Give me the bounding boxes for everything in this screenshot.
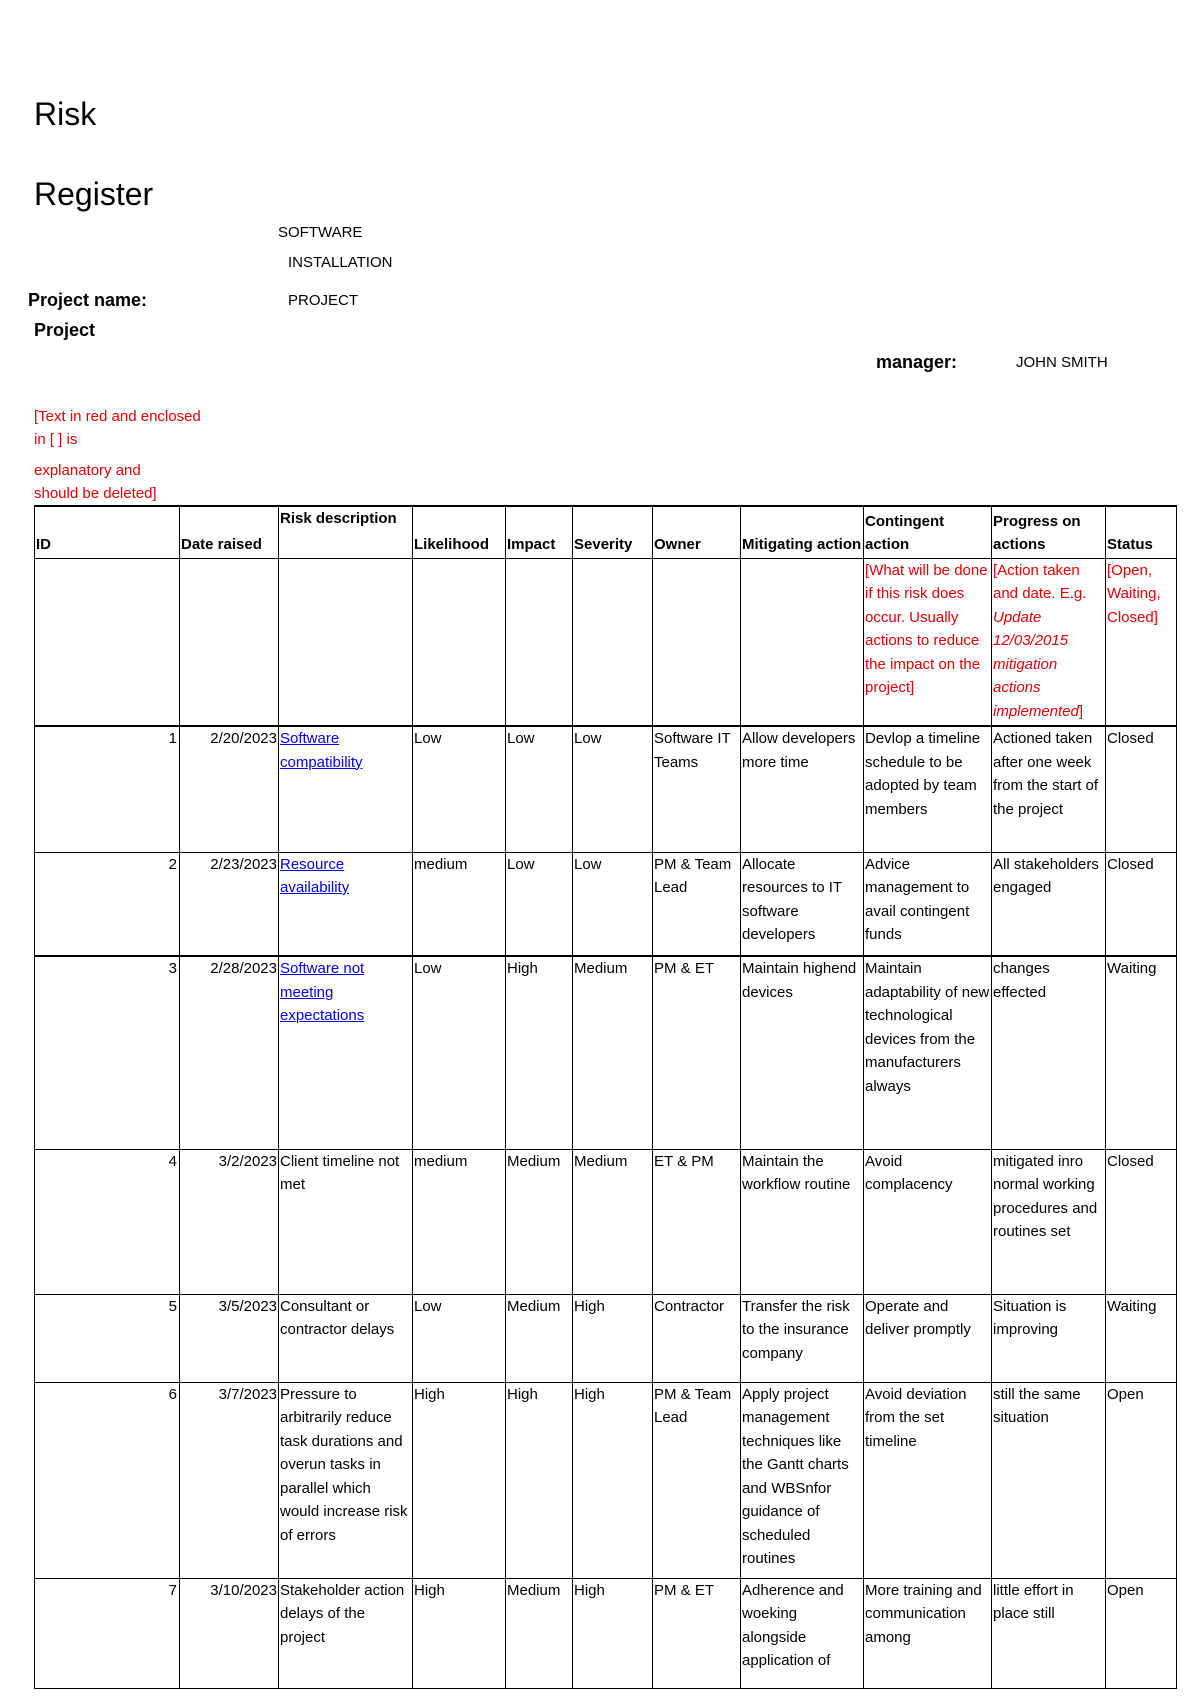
guidance-note-line4: should be deleted] [34,485,157,502]
impact-cell: Low [506,726,573,852]
page-title-line1: Risk [34,96,97,132]
severity-cell: Low [573,726,653,852]
owner-cell: PM & ET [653,1578,741,1688]
impact-cell: Medium [506,1578,573,1688]
risk-description-link[interactable]: Software not meeting expectations [280,960,365,1024]
likelihood-cell: Low [413,726,506,852]
severity-cell: High [573,1294,653,1382]
project-manager-label-line1: Project [34,320,96,340]
impact-cell: Low [506,852,573,956]
status-cell: Waiting [1106,956,1177,1149]
likelihood-cell: medium [413,852,506,956]
guidance-row [35,558,1177,726]
col-header-date: Date raised [180,506,279,558]
owner-cell: Contractor [653,1294,741,1382]
severity-cell: Low [573,852,653,956]
owner-cell: PM & Team Lead [653,1382,741,1578]
impact-cell: Medium [506,1294,573,1382]
table-row [35,852,1177,956]
severity-cell: Medium [573,1149,653,1294]
col-header-impact: Impact [506,506,573,558]
risk-id-cell: 2 [35,852,180,956]
risk-id-cell: 4 [35,1149,180,1294]
mitigating-action-cell: Adherence and woeking alongside application of [741,1578,864,1688]
status-cell: Open [1106,1578,1177,1688]
col-header-severity: Severity [573,506,653,558]
page-title-line2: Register [34,176,154,212]
contingent-action-cell: Avoid deviation from the set timeline [864,1382,992,1578]
severity-cell: High [573,1578,653,1688]
risk-id-cell: 5 [35,1294,180,1382]
severity-cell: High [573,1382,653,1578]
guidance-progress-example: Update 12/03/2015 mitigation actions implemented [993,608,1079,720]
col-header-mitigating: Mitigating action [741,506,864,558]
owner-cell: PM & Team Lead [653,852,741,956]
status-cell: Closed [1106,1149,1177,1294]
likelihood-cell: medium [413,1149,506,1294]
contingent-action-cell: More training and communication among [864,1578,992,1688]
date-raised-cell: 2/20/2023 [180,726,279,852]
progress-cell: little effort in place still [992,1578,1106,1688]
status-cell: Closed [1106,726,1177,852]
risk-description-cell: Consultant or contractor delays [279,1294,413,1382]
status-cell: Open [1106,1382,1177,1578]
project-name-label: Project name: [28,290,148,310]
table-row [35,1578,1177,1688]
contingent-action-cell: Operate and deliver promptly [864,1294,992,1382]
guidance-status: [Open, Waiting, Closed] [1106,558,1177,726]
progress-cell: changes effected [992,956,1106,1149]
col-header-id: ID [35,506,180,558]
guidance-note-line3: explanatory and [34,462,141,479]
progress-cell: All stakeholders engaged [992,852,1106,956]
mitigating-action-cell: Allow developers more time [741,726,864,852]
date-raised-cell: 3/5/2023 [180,1294,279,1382]
table-row [35,1149,1177,1294]
risk-description-cell: Stakeholder action delays of the project [279,1578,413,1688]
project-name-value-line2: INSTALLATION [288,254,393,271]
risk-description-cell: Pressure to arbitrarily reduce task durations and overun tasks in parallel which would increase risk of errors [279,1382,413,1578]
risk-id-cell: 7 [35,1578,180,1688]
owner-cell: ET & PM [653,1149,741,1294]
col-header-progress: Progress on actions [992,506,1106,558]
likelihood-cell: High [413,1578,506,1688]
col-header-status: Status [1106,506,1177,558]
owner-cell: PM & ET [653,956,741,1149]
date-raised-cell: 3/10/2023 [180,1578,279,1688]
likelihood-cell: Low [413,956,506,1149]
date-raised-cell: 3/7/2023 [180,1382,279,1578]
risk-id-cell: 1 [35,726,180,852]
progress-cell: mitigated inro normal working procedures and routines set [992,1149,1106,1294]
status-cell: Closed [1106,852,1177,956]
risk-description-cell: Client timeline not met [279,1149,413,1294]
progress-cell: Actioned taken after one week from the start of the project [992,726,1106,852]
status-cell: Waiting [1106,1294,1177,1382]
mitigating-action-cell: Maintain the workflow routine [741,1149,864,1294]
impact-cell: High [506,1382,573,1578]
table-row [35,1294,1177,1382]
table-row [35,956,1177,1149]
contingent-action-cell: Avoid complacency [864,1149,992,1294]
risk-description-cell [279,956,413,1149]
severity-cell: Medium [573,956,653,1149]
project-name-value-line3: PROJECT [288,292,359,309]
risk-register-table [34,505,1177,1689]
mitigating-action-cell: Allocate resources to IT software developers [741,852,864,956]
col-header-owner: Owner [653,506,741,558]
date-raised-cell: 3/2/2023 [180,1149,279,1294]
progress-cell: still the same situation [992,1382,1106,1578]
table-row [35,1382,1177,1578]
mitigating-action-cell: Apply project management techniques like the Gantt charts and WBSnfor guidance of scheduled routines [741,1382,864,1578]
mitigating-action-cell: Maintain highend devices [741,956,864,1149]
progress-cell: Situation is improving [992,1294,1106,1382]
contingent-action-cell: Maintain adaptability of new technological devices from the manufacturers always [864,956,992,1149]
guidance-note-line1: [Text in red and enclosed [34,408,201,425]
impact-cell: High [506,956,573,1149]
risk-description-cell [279,726,413,852]
project-name-value-line1: SOFTWARE [278,224,363,241]
guidance-note-line2: in [ ] is [34,431,78,448]
project-manager-label-line2: manager: [876,352,958,372]
date-raised-cell: 2/23/2023 [180,852,279,956]
col-header-likelihood: Likelihood [413,506,506,558]
risk-description-cell [279,852,413,956]
risk-rows [35,726,1177,1688]
col-header-description: Risk description [279,506,413,558]
guidance-contingent: [What will be done if this risk does occur. Usually actions to reduce the impact on the project] [864,558,992,726]
risk-id-cell: 6 [35,1382,180,1578]
impact-cell: Medium [506,1149,573,1294]
likelihood-cell: Low [413,1294,506,1382]
likelihood-cell: High [413,1382,506,1578]
date-raised-cell: 2/28/2023 [180,956,279,1149]
table-row [35,726,1177,852]
contingent-action-cell: Devlop a timeline schedule to be adopted by team members [864,726,992,852]
owner-cell: Software IT Teams [653,726,741,852]
risk-id-cell: 3 [35,956,180,1149]
guidance-progress: [Action taken and date. E.g. Update 12/03/2015 mitigation actions implemented] [992,558,1106,726]
header-row [35,506,1177,558]
contingent-action-cell: Advice management to avail contingent funds [864,852,992,956]
risk-description-link[interactable]: Resource availability [280,855,350,896]
col-header-contingent: Contingent action [864,506,992,558]
mitigating-action-cell: Transfer the risk to the insurance company [741,1294,864,1382]
project-manager-value: JOHN SMITH [1016,354,1108,371]
risk-description-link[interactable]: Software compatibility [280,730,363,771]
